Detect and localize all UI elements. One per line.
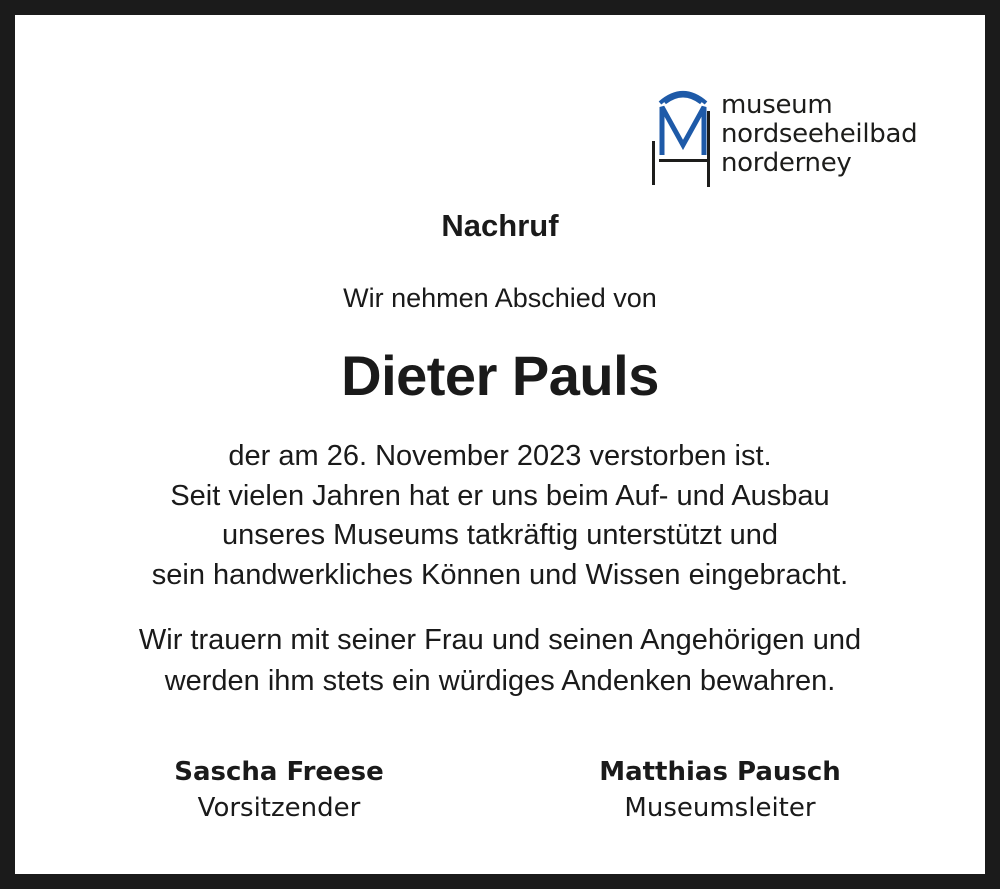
body-line: Seit vielen Jahren hat er uns beim Auf- und Ausbau — [170, 479, 830, 512]
obituary-body — [15, 437, 985, 595]
signature-role: Vorsitzender — [197, 793, 361, 823]
body-line: der am 26. November 2023 verstorben ist. — [228, 440, 772, 472]
mourning-line: werden ihm stets ein würdiges Andenken bewahren. — [164, 665, 836, 697]
museum-logo-text — [721, 91, 917, 178]
obituary-title: Nachruf — [441, 208, 559, 243]
logo-line-museum: museum — [721, 90, 833, 120]
signature-name: Sascha Freese — [174, 757, 384, 787]
signature-museum-director — [540, 754, 900, 826]
mourning-text — [15, 620, 985, 702]
museum-logo-mark-icon — [651, 87, 715, 191]
logo-line-nordseeheilbad: nordseeheilbad — [721, 119, 918, 149]
logo-line-norderney: norderney — [721, 148, 852, 178]
signature-chairman — [99, 754, 459, 826]
body-line: sein handwerkliches Können und Wissen eingebracht. — [151, 558, 849, 591]
deceased-name: Dieter Pauls — [341, 344, 659, 407]
museum-logo — [651, 87, 941, 197]
obituary-intro: Wir nehmen Abschied von — [343, 283, 657, 313]
body-line: unseres Museums tatkräftig unterstützt und — [221, 519, 779, 551]
signature-name: Matthias Pausch — [599, 757, 841, 787]
signature-role: Museumsleiter — [624, 793, 816, 823]
mourning-line: Wir trauern mit seiner Frau und seinen Angehörigen und — [138, 624, 862, 656]
